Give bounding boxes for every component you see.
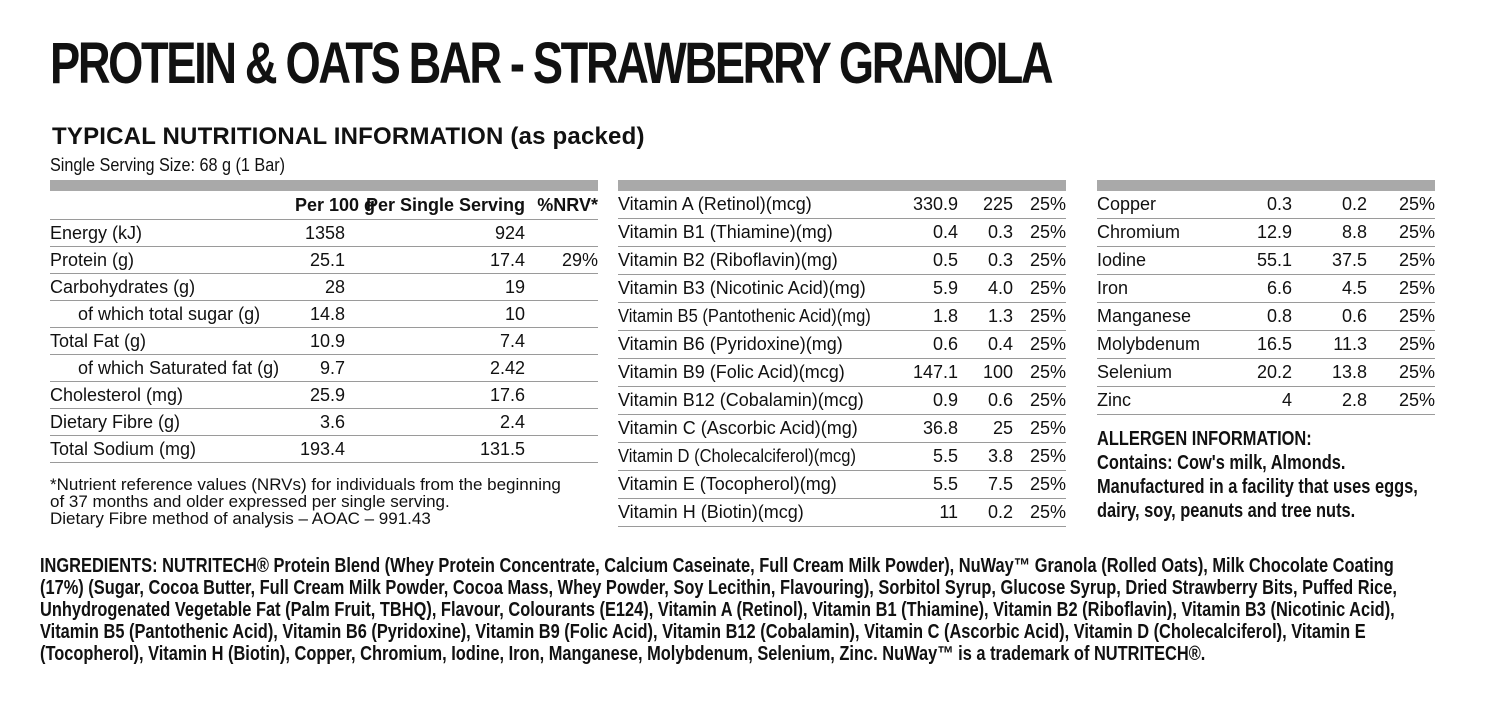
serving-value: 17.4	[345, 247, 525, 274]
footnote-line: *Nutrient reference values (NRVs) for individuals from the beginning	[50, 475, 561, 494]
table-row	[618, 303, 1066, 331]
per100-value: 12.9	[1227, 219, 1292, 247]
nrv-value: 25%	[1013, 499, 1066, 527]
table-row	[618, 359, 1066, 387]
table-row	[50, 382, 598, 409]
nutrient-name: Total Sodium (mg)	[50, 436, 295, 463]
nutrient-name: of which total sugar (g)	[50, 301, 295, 328]
table-row	[1097, 219, 1435, 247]
per100-value: 25.9	[295, 382, 345, 409]
per100-value: 193.4	[295, 436, 345, 463]
nutrient-name: Energy (kJ)	[50, 220, 295, 247]
nutrition-table-panel	[50, 180, 598, 463]
nrv-value: 25%	[1013, 387, 1066, 415]
serving-value: 100	[958, 359, 1013, 387]
column-header-per100: Per 100 g	[295, 191, 345, 220]
per100-value: 5.5	[903, 443, 958, 471]
vitamin-name: Vitamin B12 (Cobalamin)(mcg)	[618, 387, 903, 415]
per100-value: 330.9	[903, 191, 958, 219]
mineral-name: Zinc	[1097, 387, 1227, 415]
nutrient-name: of which Saturated fat (g)	[50, 355, 295, 382]
table-row	[1097, 303, 1435, 331]
vitamin-name	[618, 303, 903, 331]
per100-value: 0.9	[903, 387, 958, 415]
footnote-line: Dietary Fibre method of analysis – AOAC – 991.43	[50, 509, 431, 528]
per100-value: 0.5	[903, 247, 958, 275]
table-row	[618, 191, 1066, 219]
table-row	[1097, 247, 1435, 275]
nrv-value: 29%	[525, 247, 598, 274]
table-row	[618, 443, 1066, 471]
nrv-value	[525, 409, 598, 436]
serving-value: 19	[345, 274, 525, 301]
table-row	[1097, 191, 1435, 219]
minerals-table-panel	[1097, 180, 1435, 415]
nrv-value: 25%	[1013, 443, 1066, 471]
serving-value: 924	[345, 220, 525, 247]
mineral-name: Molybdenum	[1097, 331, 1227, 359]
per100-value: 1.8	[903, 303, 958, 331]
per100-value: 0.3	[1227, 191, 1292, 219]
mineral-name: Iodine	[1097, 247, 1227, 275]
vitamin-name: Vitamin B2 (Riboflavin)(mg)	[618, 247, 903, 275]
mineral-name: Chromium	[1097, 219, 1227, 247]
nrv-value: 25%	[1013, 191, 1066, 219]
serving-value: 0.2	[1292, 191, 1367, 219]
per100-value: 11	[903, 499, 958, 527]
vitamin-name: Vitamin B6 (Pyridoxine)(mg)	[618, 331, 903, 359]
serving-value: 37.5	[1292, 247, 1367, 275]
table-row	[50, 301, 598, 328]
serving-value: 2.4	[345, 409, 525, 436]
nrv-value: 25%	[1367, 359, 1435, 387]
vitamins-table	[618, 191, 1066, 527]
nrv-value: 25%	[1013, 331, 1066, 359]
vitamin-name: Vitamin E (Tocopherol)(mg)	[618, 471, 903, 499]
allergen-facility: Manufactured in a facility that uses eggs, dairy, soy, peanuts and tree nuts.	[1097, 476, 1418, 522]
table-row	[618, 219, 1066, 247]
table-row	[50, 355, 598, 382]
nutrient-name: Dietary Fibre (g)	[50, 409, 295, 436]
table-header-bar	[618, 180, 1066, 191]
nutrition-table	[50, 191, 598, 463]
per100-value: 3.6	[295, 409, 345, 436]
nrv-value: 25%	[1367, 275, 1435, 303]
serving-value: 25	[958, 415, 1013, 443]
product-title: PROTEIN & OATS BAR - STRAWBERRY GRANOLA	[50, 31, 1052, 96]
per100-value: 20.2	[1227, 359, 1292, 387]
nrv-value: 25%	[1013, 415, 1066, 443]
per100-value: 25.1	[295, 247, 345, 274]
per100-value: 55.1	[1227, 247, 1292, 275]
nrv-value: 25%	[1013, 359, 1066, 387]
nrv-value	[525, 355, 598, 382]
vitamin-name: Vitamin C (Ascorbic Acid)(mg)	[618, 415, 903, 443]
vitamin-name: Vitamin B1 (Thiamine)(mg)	[618, 219, 903, 247]
per100-value: 14.8	[295, 301, 345, 328]
nrv-value: 25%	[1013, 219, 1066, 247]
per100-value: 0.8	[1227, 303, 1292, 331]
serving-value: 0.3	[958, 219, 1013, 247]
mineral-name: Selenium	[1097, 359, 1227, 387]
table-row	[50, 247, 598, 274]
serving-value: 0.6	[958, 387, 1013, 415]
per100-value: 5.9	[903, 275, 958, 303]
per100-value: 4	[1227, 387, 1292, 415]
table-row	[618, 387, 1066, 415]
table-header-bar	[1097, 180, 1435, 191]
nrv-value	[525, 220, 598, 247]
serving-value: 7.5	[958, 471, 1013, 499]
nrv-value	[525, 328, 598, 355]
nutrient-name: Cholesterol (mg)	[50, 382, 295, 409]
ingredients-list: INGREDIENTS: NUTRITECH® Protein Blend (Whey Protein Concentrate, Calcium Caseinate, Full Cream Milk Powder), NuWay™ Granola (Rolled Oats), Milk Chocolate Coating (17%) (Sugar, Cocoa Butter, Full Cream Milk Powder, Cocoa Mass, Whey Powder, Soy Lecithin, Flavouring), Sorbitol Syrup, Glucose Syrup, Dried Strawberry Bits, Puffed Rice, Unhydrogenated Vegetable Fat (Palm Fruit, TBHQ), Flavour, Colourants (E124), Vitamin A (Retinol), Vitamin B1 (Thiamine), Vitamin B2 (Riboflavin), Vitamin B3 (Nicotinic Acid), Vitamin B5 (Pantothenic Acid), Vitamin B6 (Pyridoxine), Vitamin B9 (Folic Acid), Vitamin B12 (Cobalamin), Vitamin C (Ascorbic Acid), Vitamin D (Cholecalciferol), Vitamin E (Tocopherol), Vitamin H (Biotin), Copper, Chromium, Iodine, Iron, Manganese, Molybdenum, Selenium, Zinc. NuWay™ is a trademark of NUTRITECH®.	[40, 555, 1397, 665]
nutrient-name: Total Fat (g)	[50, 328, 295, 355]
nrv-value	[525, 382, 598, 409]
table-row	[618, 499, 1066, 527]
minerals-table	[1097, 191, 1435, 415]
serving-value: 2.42	[345, 355, 525, 382]
serving-value: 1.3	[958, 303, 1013, 331]
column-header	[50, 191, 295, 220]
nrv-value: 25%	[1013, 471, 1066, 499]
vitamin-name: Vitamin B3 (Nicotinic Acid)(mg)	[618, 275, 903, 303]
table-header-bar	[50, 180, 598, 191]
nrv-value	[525, 436, 598, 463]
nutrient-name: Carbohydrates (g)	[50, 274, 295, 301]
vitamin-name	[618, 443, 903, 471]
per100-value: 147.1	[903, 359, 958, 387]
table-row	[1097, 275, 1435, 303]
table-row	[1097, 387, 1435, 415]
table-row	[50, 409, 598, 436]
per100-value: 28	[295, 274, 345, 301]
vitamin-name: Vitamin H (Biotin)(mcg)	[618, 499, 903, 527]
serving-value: 13.8	[1292, 359, 1367, 387]
serving-value: 10	[345, 301, 525, 328]
mineral-name: Manganese	[1097, 303, 1227, 331]
per100-value: 0.4	[903, 219, 958, 247]
table-row	[50, 328, 598, 355]
serving-size: Single Serving Size: 68 g (1 Bar)	[50, 155, 286, 175]
nrv-value: 25%	[1367, 303, 1435, 331]
serving-value: 8.8	[1292, 219, 1367, 247]
table-row	[618, 471, 1066, 499]
table-row	[1097, 359, 1435, 387]
nrv-value: 25%	[1367, 219, 1435, 247]
vitamin-name-text: Vitamin D (Cholecalciferol)(mcg)	[618, 446, 857, 466]
table-row	[618, 275, 1066, 303]
mineral-name: Copper	[1097, 191, 1227, 219]
serving-value: 0.6	[1292, 303, 1367, 331]
per100-value: 10.9	[295, 328, 345, 355]
column-header-nrv: %NRV*	[525, 191, 598, 220]
per100-value: 9.7	[295, 355, 345, 382]
per100-value: 0.6	[903, 331, 958, 359]
nrv-value: 25%	[1013, 303, 1066, 331]
table-row	[618, 331, 1066, 359]
allergen-contains: Contains: Cow's milk, Almonds.	[1097, 452, 1346, 474]
nrv-value	[525, 301, 598, 328]
per100-value: 1358	[295, 220, 345, 247]
vitamins-table-panel	[618, 180, 1066, 527]
serving-value: 11.3	[1292, 331, 1367, 359]
serving-value: 4.0	[958, 275, 1013, 303]
nrv-value	[525, 274, 598, 301]
table-row	[618, 247, 1066, 275]
table-header-row	[50, 191, 598, 220]
serving-value: 0.3	[958, 247, 1013, 275]
table-row	[618, 415, 1066, 443]
mineral-name: Iron	[1097, 275, 1227, 303]
table-row	[50, 220, 598, 247]
nrv-value: 25%	[1367, 387, 1435, 415]
allergen-information	[1097, 427, 1441, 523]
per100-value: 6.6	[1227, 275, 1292, 303]
serving-value: 4.5	[1292, 275, 1367, 303]
nrv-value: 25%	[1013, 247, 1066, 275]
serving-value: 7.4	[345, 328, 525, 355]
nrv-value: 25%	[1013, 275, 1066, 303]
serving-value: 3.8	[958, 443, 1013, 471]
nutrition-heading: TYPICAL NUTRITIONAL INFORMATION (as packed)	[52, 123, 645, 150]
nutrient-name: Protein (g)	[50, 247, 295, 274]
vitamin-name-text: Vitamin B5 (Pantothenic Acid)(mg)	[618, 306, 871, 326]
serving-value: 0.4	[958, 331, 1013, 359]
vitamin-name: Vitamin B9 (Folic Acid)(mcg)	[618, 359, 903, 387]
table-row	[50, 274, 598, 301]
serving-value: 131.5	[345, 436, 525, 463]
column-header-serving: Per Single Serving	[345, 191, 525, 220]
serving-value: 0.2	[958, 499, 1013, 527]
footnote-line: of 37 months and older expressed per single serving.	[50, 492, 450, 511]
per100-value: 5.5	[903, 471, 958, 499]
serving-value: 225	[958, 191, 1013, 219]
table-row	[1097, 331, 1435, 359]
vitamin-name: Vitamin A (Retinol)(mcg)	[618, 191, 903, 219]
serving-value: 17.6	[345, 382, 525, 409]
nrv-value: 25%	[1367, 247, 1435, 275]
nrv-value: 25%	[1367, 331, 1435, 359]
table-row	[50, 436, 598, 463]
per100-value: 16.5	[1227, 331, 1292, 359]
allergen-heading: ALLERGEN INFORMATION:	[1097, 428, 1312, 450]
nrv-value: 25%	[1367, 191, 1435, 219]
nrv-footnote	[50, 476, 610, 527]
serving-value: 2.8	[1292, 387, 1367, 415]
per100-value: 36.8	[903, 415, 958, 443]
